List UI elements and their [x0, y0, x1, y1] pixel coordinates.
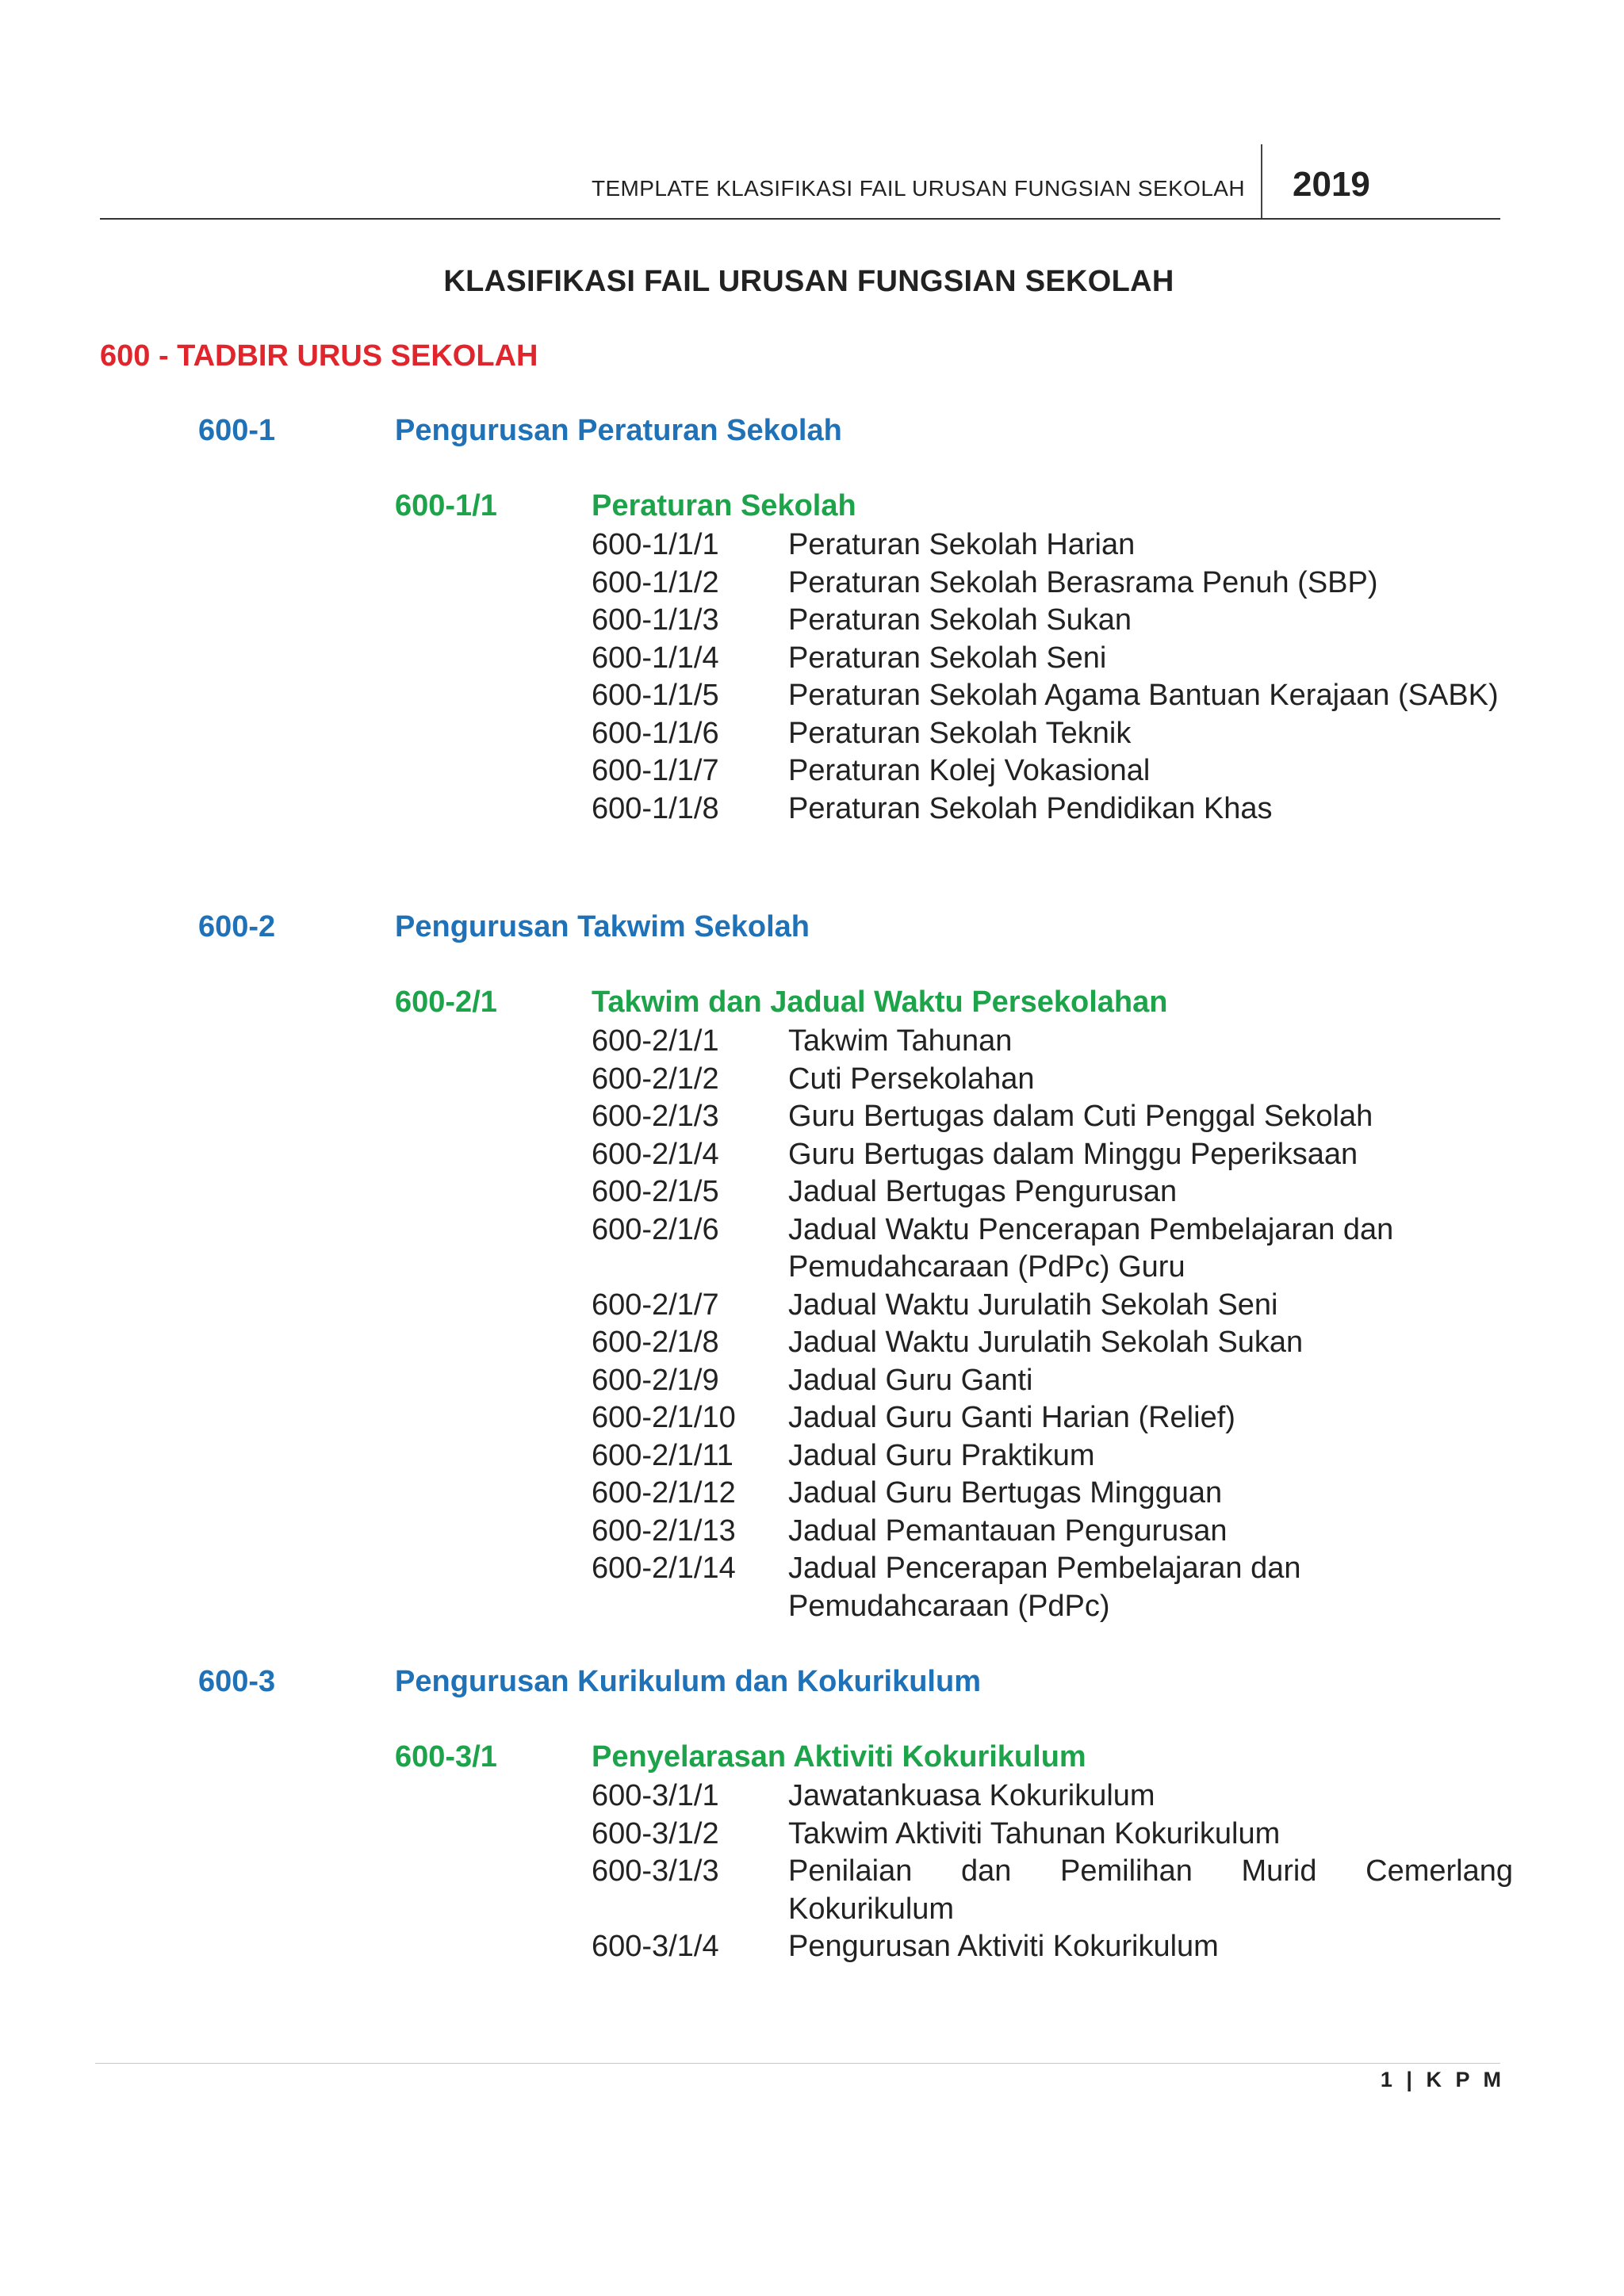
- section-code: 600-1: [198, 414, 276, 447]
- item-code: 600-2/1/5: [592, 1175, 719, 1208]
- main-heading: 600 - TADBIR URUS SEKOLAH: [100, 339, 538, 373]
- item-code: 600-2/1/2: [592, 1062, 719, 1096]
- header-rule: [100, 218, 1500, 220]
- subsection-code: 600-2/1: [395, 985, 497, 1019]
- item-code: 600-1/1/8: [592, 791, 719, 825]
- item-code: 600-3/1/2: [592, 1816, 719, 1850]
- list-item: [592, 1513, 1513, 1551]
- list-item: [592, 526, 1513, 564]
- item-name: Guru Bertugas dalam Minggu Peperiksaan: [788, 1137, 1358, 1171]
- list-item: [592, 1399, 1513, 1437]
- item-code: 600-2/1/13: [592, 1513, 736, 1548]
- item-name: Peraturan Sekolah Berasrama Penuh (SBP): [788, 565, 1378, 599]
- item-name: Jadual Pemantauan Pengurusan: [788, 1513, 1228, 1548]
- list-item: [592, 1777, 1513, 1816]
- item-code: 600-1/1/2: [592, 565, 719, 599]
- list-item: [592, 1173, 1513, 1211]
- page-number: 1 | K P M: [1380, 2068, 1505, 2091]
- item-name: Penilaian dan Pemilihan Murid Cemerlang Kokurikulum: [788, 1854, 1513, 1926]
- item-name: Jadual Waktu Jurulatih Sekolah Seni: [788, 1288, 1278, 1322]
- item-name: Peraturan Sekolah Pendidikan Khas: [788, 791, 1273, 825]
- item-code: 600-2/1/12: [592, 1476, 736, 1510]
- item-code: 600-2/1/4: [592, 1137, 719, 1171]
- list-item: [592, 715, 1513, 753]
- list-item: [592, 640, 1513, 678]
- list-item: [592, 602, 1513, 640]
- list-item: [592, 1324, 1513, 1362]
- item-name: Pengurusan Aktiviti Kokurikulum: [788, 1930, 1219, 1963]
- list-item: [592, 1437, 1513, 1475]
- subsection-name: Peraturan Sekolah: [592, 489, 856, 522]
- list-item: [592, 1098, 1513, 1136]
- item-code: 600-1/1/5: [592, 679, 719, 712]
- item-name: Jadual Guru Bertugas Mingguan: [788, 1476, 1223, 1510]
- list-item: [592, 1136, 1513, 1174]
- item-code: 600-1/1/3: [592, 603, 719, 637]
- item-name: Cuti Persekolahan: [788, 1062, 1035, 1096]
- section-name: Pengurusan Peraturan Sekolah: [395, 414, 842, 447]
- item-list: [592, 1777, 1513, 1966]
- item-name: Peraturan Sekolah Harian: [788, 528, 1136, 561]
- item-name: Jadual Bertugas Pengurusan: [788, 1175, 1178, 1208]
- list-item: [592, 1287, 1513, 1325]
- item-code: 600-2/1/3: [592, 1100, 719, 1133]
- subsection-name: Penyelarasan Aktiviti Kokurikulum: [592, 1740, 1086, 1774]
- item-code: 600-1/1/7: [592, 754, 719, 787]
- item-name: Jadual Guru Praktikum: [788, 1438, 1095, 1472]
- item-list: [592, 1023, 1513, 1625]
- item-name: Jadual Waktu Pencerapan Pembelajaran dan Pemudahcaraan (PdPc) Guru: [788, 1212, 1394, 1284]
- item-list: [592, 526, 1513, 828]
- list-item: [592, 564, 1513, 603]
- item-code: 600-3/1/4: [592, 1930, 719, 1963]
- subsection-name: Takwim dan Jadual Waktu Persekolahan: [592, 985, 1168, 1019]
- item-name: Jadual Guru Ganti: [788, 1363, 1033, 1397]
- list-item: [592, 1816, 1513, 1854]
- list-item: [592, 1550, 1513, 1625]
- section-name: Pengurusan Kurikulum dan Kokurikulum: [395, 1665, 981, 1698]
- item-code: 600-2/1/10: [592, 1401, 736, 1434]
- item-name: Jadual Pencerapan Pembelajaran dan Pemudahcaraan (PdPc): [788, 1552, 1301, 1623]
- item-code: 600-2/1/9: [592, 1363, 719, 1397]
- footer-rule: [95, 2063, 1500, 2064]
- item-code: 600-2/1/14: [592, 1552, 736, 1585]
- list-item: [592, 790, 1513, 828]
- item-name: Jawatankuasa Kokurikulum: [788, 1779, 1155, 1812]
- item-name: Jadual Guru Ganti Harian (Relief): [788, 1401, 1235, 1434]
- header-title: TEMPLATE KLASIFIKASI FAIL URUSAN FUNGSIAN SEKOLAH: [591, 176, 1245, 201]
- item-name: Peraturan Sekolah Agama Bantuan Kerajaan (SABK): [788, 679, 1499, 712]
- item-code: 600-2/1/6: [592, 1212, 719, 1246]
- item-name: Peraturan Sekolah Seni: [788, 641, 1107, 675]
- subsection-code: 600-1/1: [395, 489, 497, 522]
- list-item: [592, 752, 1513, 790]
- item-code: 600-1/1/6: [592, 716, 719, 750]
- list-item: [592, 1362, 1513, 1400]
- header-divider: [1261, 144, 1262, 219]
- item-name: Takwim Tahunan: [788, 1024, 1013, 1058]
- item-code: 600-1/1/1: [592, 528, 719, 561]
- item-code: 600-2/1/8: [592, 1326, 719, 1359]
- list-item: [592, 1061, 1513, 1099]
- document-title: KLASIFIKASI FAIL URUSAN FUNGSIAN SEKOLAH: [443, 265, 1174, 298]
- item-code: 600-2/1/7: [592, 1288, 719, 1322]
- list-item: [592, 1023, 1513, 1061]
- list-item: [592, 1475, 1513, 1513]
- item-code: 600-1/1/4: [592, 641, 719, 675]
- item-name: Takwim Aktiviti Tahunan Kokurikulum: [788, 1816, 1281, 1850]
- item-name: Peraturan Kolej Vokasional: [788, 754, 1151, 787]
- item-code: 600-3/1/3: [592, 1854, 719, 1888]
- item-code: 600-2/1/1: [592, 1024, 719, 1058]
- section-code: 600-3: [198, 1665, 276, 1698]
- list-item: [592, 1928, 1513, 1966]
- subsection-code: 600-3/1: [395, 1740, 497, 1774]
- header-year: 2019: [1293, 165, 1370, 204]
- list-item: [592, 677, 1513, 715]
- item-code: 600-3/1/1: [592, 1779, 719, 1812]
- list-item: [592, 1211, 1513, 1287]
- item-name: Peraturan Sekolah Sukan: [788, 603, 1132, 637]
- item-name: Peraturan Sekolah Teknik: [788, 716, 1132, 750]
- item-name: Jadual Waktu Jurulatih Sekolah Sukan: [788, 1326, 1304, 1359]
- item-name: Guru Bertugas dalam Cuti Penggal Sekolah: [788, 1100, 1373, 1133]
- section-code: 600-2: [198, 910, 276, 943]
- section-name: Pengurusan Takwim Sekolah: [395, 910, 810, 943]
- item-code: 600-2/1/11: [592, 1438, 733, 1472]
- list-item: [592, 1853, 1513, 1928]
